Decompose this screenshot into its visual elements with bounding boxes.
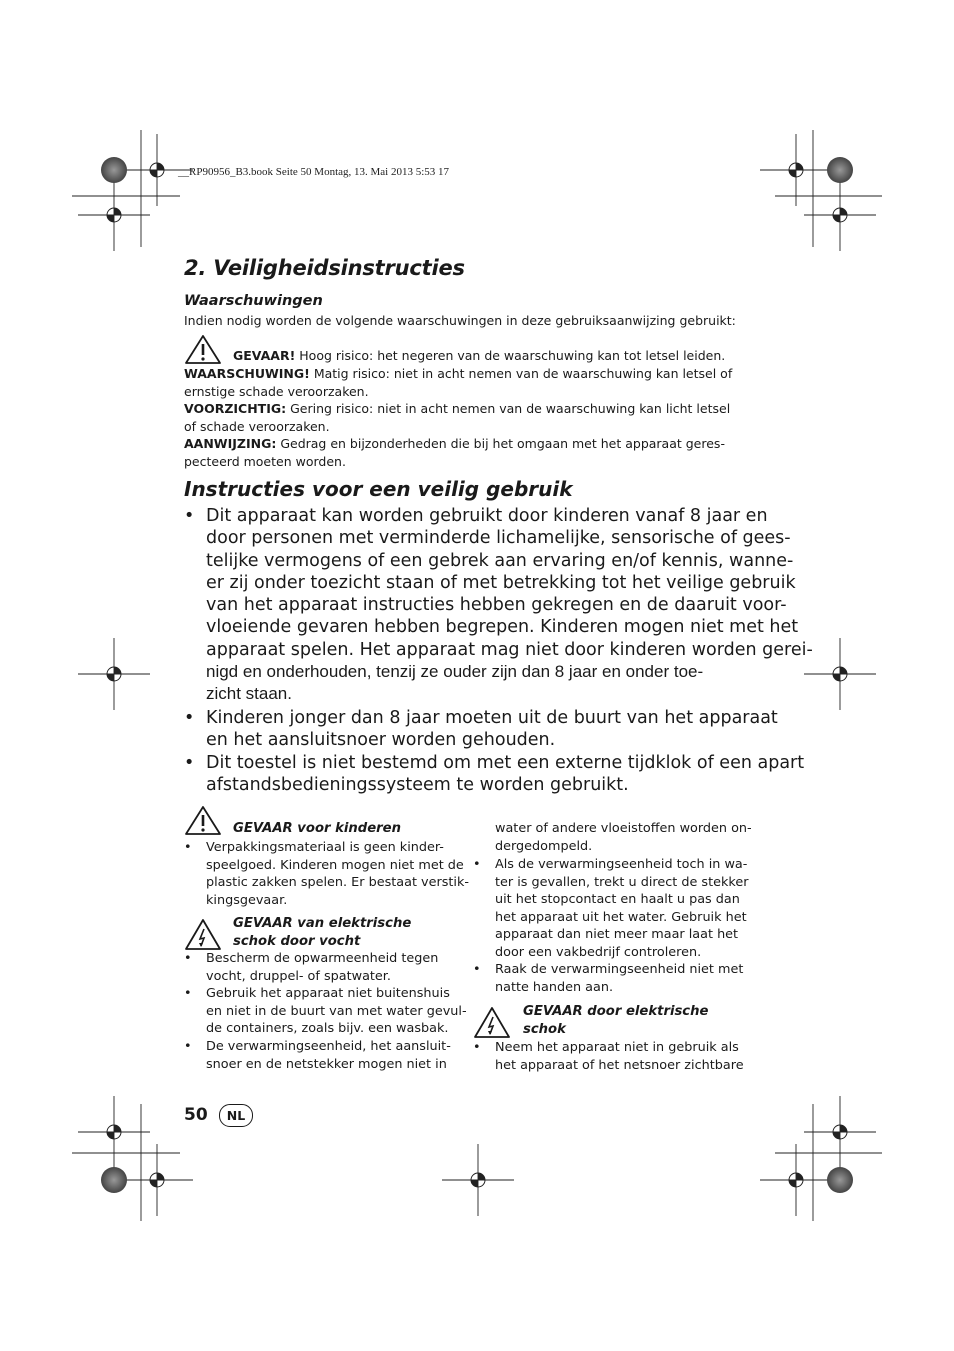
warning-triangle-exclamation-icon — [184, 805, 222, 836]
bullet-line: Kinderen jonger dan 8 jaar moeten uit de buurt van het apparaat — [206, 708, 778, 728]
bullet-line: Neem het apparaat niet in gebruik als — [495, 1040, 739, 1055]
registration-mark — [442, 1144, 514, 1216]
bullet-line: het apparaat uit het water. Gebruik het — [495, 909, 747, 925]
bullet-line: afstandsbedieningssysteem te worden gebruikt. — [206, 775, 629, 796]
bullet-line: het apparaat of het netsnoer zichtbare — [495, 1057, 744, 1073]
bullet-line: de containers, zoals bijv. een wasbak. — [206, 1021, 449, 1036]
bullet-line: en niet in de buurt van met water gevul- — [206, 1003, 467, 1019]
color-rosette — [101, 157, 127, 183]
signal-text: Matig risico: niet in acht nemen van de waarschuwing kan letsel of — [309, 366, 733, 381]
bullet-line: Verpakkingsmateriaal is geen kinder- — [206, 840, 444, 855]
bullet-line: plastic zakken spelen. Er bestaat verstik- — [206, 875, 470, 890]
bullet-line: vloeiende gevaren hebben begrepen. Kinderen mogen niet met het — [206, 617, 799, 638]
bullet-line: speelgoed. Kinderen mogen niet met de — [206, 857, 464, 873]
bullet-line: Raak de verwarmingseenheid niet met — [495, 962, 744, 977]
safe-use-bullet — [184, 707, 778, 752]
color-rosette — [827, 157, 853, 183]
warning-triangle-lightning-icon — [473, 1006, 511, 1039]
signal-label: GEVAAR! — [233, 348, 296, 363]
bullet-line: ter is gevallen, trekt u direct de stekker — [495, 874, 749, 890]
bullet-line: De verwarmingseenheid, het aansluit- — [206, 1039, 451, 1054]
bullet-line: zicht staan. — [206, 684, 292, 704]
book-info: __RP90956_B3.book Seite 50 Montag, 13. Mai 2013 5:53 17 — [178, 166, 450, 178]
heading-line: schok — [523, 1021, 566, 1037]
bullet-dot: • — [473, 962, 481, 977]
bullet-line: er zij onder toezicht staan of met betrekking tot het veilige gebruik — [206, 572, 796, 593]
bullet-dot: • — [184, 840, 192, 855]
language-badge: NL — [219, 1104, 253, 1127]
registration-mark — [804, 1096, 876, 1168]
bullet-line: natte handen aan. — [495, 979, 614, 995]
bullet-line: snoer en de netstekker mogen niet in — [206, 1056, 447, 1072]
continuation-text — [495, 820, 752, 855]
bullet-line: door een vakbedrijf controleren. — [495, 944, 702, 960]
bullet-dot: • — [184, 1039, 192, 1054]
heading-line: GEVAAR van elektrische — [233, 916, 412, 931]
bullet-line: kingsgevaar. — [206, 892, 288, 908]
page-number: 50 — [184, 1105, 208, 1125]
bullet-line: en het aansluitsnoer worden gehouden. — [206, 730, 556, 751]
right-bullet — [473, 856, 748, 961]
registration-mark — [78, 179, 150, 251]
bullet-line: apparaat dan niet meer maar laat het — [495, 927, 739, 942]
bullet-line: Dit apparaat kan worden gebruikt door kinderen vanaf 8 jaar en — [206, 506, 768, 526]
shock-warning-bullet — [473, 1039, 744, 1074]
signal-text: Gering risico: niet in acht nemen van de waarschuwing kan licht letsel — [286, 401, 731, 416]
shock-moisture-bullet — [184, 1038, 451, 1073]
registration-mark — [760, 134, 832, 206]
bullet-line: door personen met verminderde lichamelijke, sensorische of gees- — [206, 528, 791, 549]
bullet-dot: • — [184, 753, 195, 773]
signal-label: AANWIJZING: — [184, 436, 277, 451]
signal-gevaar — [233, 347, 725, 365]
bullet-line: Gebruik het apparaat niet buitenshuis — [206, 986, 450, 1001]
bullet-line: vocht, druppel- of spatwater. — [206, 968, 391, 984]
children-warning-heading: GEVAAR voor kinderen — [233, 821, 402, 836]
signal-text-cont: pecteerd moeten worden. — [184, 453, 346, 469]
bullet-dot: • — [473, 857, 481, 872]
bullet-line: Als de verwarmingseenheid toch in wa- — [495, 857, 748, 872]
bullet-line: Bescherm de opwarmeenheid tegen — [206, 951, 439, 966]
bullet-dot: • — [184, 708, 195, 728]
warning-triangle-lightning-icon — [184, 918, 222, 951]
text-line: dergedompeld. — [495, 838, 593, 854]
heading-line: GEVAAR door elektrische — [523, 1004, 709, 1019]
children-warning-bullet — [184, 839, 469, 909]
bullet-line: uit het stopcontact en haalt u pas dan — [495, 892, 740, 907]
signal-label: WAARSCHUWING! — [184, 366, 310, 381]
bullet-dot: • — [184, 506, 195, 526]
safe-use-heading: Instructies voor een veilig gebruik — [184, 477, 573, 501]
registration-mark — [804, 638, 876, 710]
signal-label: VOORZICHTIG: — [184, 401, 287, 416]
signal-text: Hoog risico: het negeren van de waarschuwing kan tot letsel leiden. — [295, 348, 726, 363]
bullet-line: van het apparaat instructies hebben gekregen en de daaruit voor- — [206, 595, 787, 616]
signal-waarschuwing — [184, 365, 732, 400]
bullet-line: apparaat spelen. Het apparaat mag niet door kinderen worden gerei- — [206, 639, 813, 660]
signal-aanwijzing — [184, 435, 725, 470]
shock-warning-heading — [523, 1003, 708, 1038]
registration-mark — [804, 179, 876, 251]
bullet-line: telijke vermogens of een gebrek aan ervaring en/of kennis, wanne- — [206, 550, 794, 571]
warnings-intro: Indien nodig worden de volgende waarschuwingen in deze gebruiksaanwijzing gebruikt: — [184, 313, 736, 328]
bullet-line: nigd en onderhouden, tenzij ze ouder zijn dan 8 jaar en onder toe- — [206, 662, 704, 682]
color-rosette — [827, 1167, 853, 1193]
bullet-dot: • — [473, 1040, 481, 1055]
warning-triangle-exclamation-icon — [184, 334, 222, 365]
registration-mark — [78, 638, 150, 710]
safe-use-bullet — [184, 505, 813, 706]
signal-text: Gedrag en bijzonderheden die bij het omgaan met het apparaat geres- — [276, 436, 725, 451]
heading-line: schok door vocht — [233, 933, 361, 949]
right-bullet — [473, 961, 743, 996]
registration-mark — [78, 1096, 150, 1168]
registration-mark — [760, 1144, 832, 1216]
signal-voorzichtig — [184, 400, 730, 435]
bullet-dot: • — [184, 986, 192, 1001]
shock-moisture-heading — [233, 915, 411, 950]
warnings-heading: Waarschuwingen — [184, 293, 323, 309]
shock-moisture-bullet — [184, 950, 438, 985]
bullet-line: Dit toestel is niet bestemd om met een externe tijdklok of een apart — [206, 753, 805, 773]
bullet-dot: • — [184, 951, 192, 966]
signal-text-cont: ernstige schade veroorzaken. — [184, 383, 369, 399]
text-line: water of andere vloeistoffen worden on- — [495, 821, 752, 836]
registration-mark — [121, 1144, 193, 1216]
safe-use-bullet — [184, 752, 805, 797]
section-title: 2. Veiligheidsinstructies — [184, 256, 465, 280]
signal-text-cont: of schade veroorzaken. — [184, 418, 330, 434]
color-rosette — [101, 1167, 127, 1193]
shock-moisture-bullet — [184, 985, 467, 1038]
